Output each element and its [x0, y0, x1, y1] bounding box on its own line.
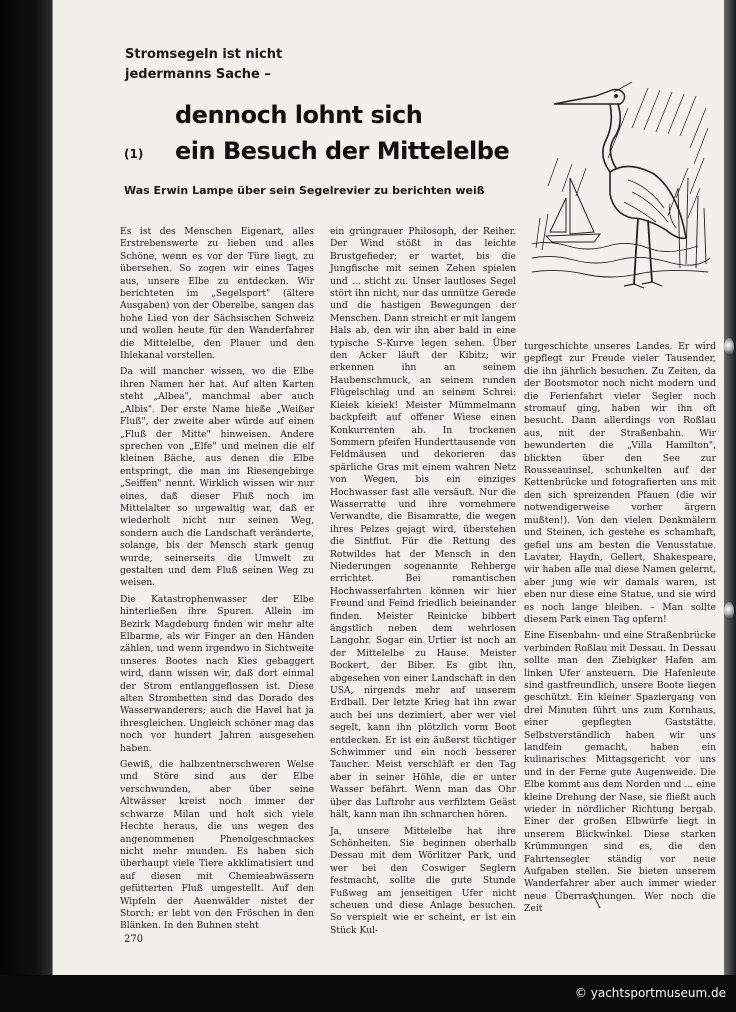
paragraph: Da will mancher wissen, wo die Elbe ihren Namen her hat. Auf alten Karten steht „Albea", manchmal aber auch „Albis". Der erste Name hieße „Weißer Fluß", der zweite aber würde auf einen „Fluß der Mitte" hinweisen. Andere sprechen von „Elfe" und meinen die elf kleinen Bäche, aus denen die Elbe entspringt, die man im Riesengebirge „Seiffen" nennt. Wirklich wissen wir nur eines, daß dieser Fluß noch im Mittelalter so urgewaltig war, daß er wiederholt nicht nur seinen Weg, sondern auch die Landschaft veränderte, solange, bis der Mensch stark genug wurde, seinerseits die Umwelt zu gestalten und dem Fluß seinen Weg zu weisen.	[120, 366, 314, 589]
paragraph: Eine Eisenbahn- und eine Straßenbrücke verbinden Roßlau mit Dessau. In Dessau sollte man den Ziebigker Hafen am linken Ufer ansteuern. Die Hafenleute sind gastfreundlich, unsere Boote liegen geschützt. Ein kleiner Spaziergang von drei Minuten führt uns zum Kornhaus, einer gepflegten Gaststätte. Selbstverständlich haben wir uns landfein gemacht, haben ein kulinarisches Mittagsgericht vor uns und in der Ferne gute Augenweide. Die Elbe kommt aus dem Norden und ... eine kleine Drehung der Nase, sie fließt auch wieder in nördlicher Richtung bergab. Einer der großen Elbwürfe liegt in unserem Blickwinkel. Diese starken Krümmungen sind es, die den Fahrtensegler ständig vor neue Aufgaben stellen. Sie bieten unserem Wanderfahrer aber auch immer wieder neue Überraschungen. Wer noch die Zeit	[524, 630, 716, 915]
headline-line: dennoch lohnt sich	[175, 101, 423, 129]
paragraph: Die Katastrophenwasser der Elbe hinterließen ihre Spuren. Allein im Bezirk Magdeburg finden wir mehr alte Elbarme, als wir Finger an den Händen zählen, und wenn irgendwo in Sichtweite unseres Bootes nach Kies gebaggert wird, dann wissen wir, daß dort einmal der Strom entlanggeflossen ist. Diese alten Strombetten sind das Dorado des Wasserwanderers; auch die Havel hat ja ihresgleichen. Ungleich schöner mag das noch vor hundert Jahren ausgesehen haben.	[120, 593, 314, 754]
pencil-mark	[590, 890, 604, 912]
part-number: (1)	[124, 147, 144, 161]
text-column-1	[120, 226, 314, 937]
kicker-line: Stromsegeln ist nicht	[125, 47, 283, 62]
watermark: © yachtsportmuseum.de	[574, 986, 726, 1000]
article-kicker	[125, 45, 282, 85]
paragraph: Ja, unsere Mittelelbe hat ihre Schönheiten. Sie beginnen oberhalb Dessau mit dem Wörlitzer Park, und wer bei den Coswiger Seglern festmacht, sollte die gute Stunde Fußweg am jenseitigen Ufer nicht scheuen und diese Anlage besuchen. So verspielt wie er scheint, er ist ein Stück Kul-	[330, 825, 516, 936]
text-column-2	[330, 226, 516, 941]
binding-ring	[724, 338, 734, 356]
paragraph: ein grüngrauer Philosoph, der Reiher. Der Wind stößt in das leichte Brustgefieder; er wartet, bis die Jungfische mit seinen Zehen spielen und ... sticht zu. Unser lautloses Segel stört ihn nicht, nur das unnütze Gerede und die hastigen Bewegungen der Menschen. Dann streicht er mit langem Hals ab, den wir ihn aber bald in eine typische S-Kurve legen sehen. Über den Acker läuft der Kibitz; wir erkennen ihn an seinem Haubenschmuck, an seinem runden Flügelschlag und an seinem Schrei: Kieiek kieiek! Meister Mümmelmann backpfeift auf offener Wiese einen Konkurrenten ab. In trockenen Sommern pfeifen Hunderttausende von Feldmäusen und dekorieren das spärliche Gras mit einem wahren Netz von Wegen, bis ein einziges Hochwasser fast alle versäuft. Nur die Wasserratte und ihre vornehmere Verwandte, die Bisamratte, die wegen ihres Pelzes gejagt wird, überstehen die Sintflut. Für die Rettung des Rotwildes hat der Mensch in den Niederungen sogenannte Rehberge errichtet. Bei romantischen Hochwasserfahrten können wir hier Freund und Feind friedlich beieinander finden. Meister Reinicke bibbert ängstlich neben dem wehrlosen Langohr. Sogar ein Urtier ist noch an der Mittelelbe zu Hause. Meister Bockert, der Biber. Es gibt ihn, abgesehen von einer Landschaft in den USA, nirgends mehr auf unserem Erdball. Der letzte Krieg hat ihn zwar auch bei uns dezimiert, aber wer viel segelt, kann ihn plötzlich vorm Boot entdecken. Er ist ein äußerst tüchtiger Schwimmer und ein noch besserer Taucher. Meist verschläft er den Tag aber in seiner Höhle, die er unter Wasser befährt. Wenn man das Ohr über das Luftrohr aus verfilztem Geäst hält, kann man ihn schnarchen hören.	[330, 226, 516, 821]
article-subheadline: Was Erwin Lampe über sein Segelrevier zu berichten weiß	[124, 184, 485, 197]
paragraph: turgeschichte unseres Landes. Er wird gepflegt zur Freude vieler Tausender, die ihn jährlich besuchen. Zu Zeiten, da der Bootsmotor noch nicht modern und die Ferienfahrt vieler Segler noch stromauf ging, haben wir ihn oft besucht. Dann allerdings von Roßlau aus, mit der Straßenbahn. Wir bewunderten die „Villa Hamilton", blickten über den See zur Rousseauinsel, schunkelten auf der Kettenbrücke und fotografierten uns mit den sich spreizenden Pfauen (die wir notwendigerweise vorher ärgern mußten!). Von den vielen Denkmälern und Steinen, ich gestehe es schamhaft, gefiel uns am besten die Venusstatue. Lavater, Haydn, Gellert, Shakespeare, wir haben alle mal diese Namen gelernt, aber jung wie wir damals waren, ist eben nur diese eine Statue, und sie wird es noch lange bleiben. – Man sollte diesem Park einen Tag opfern!	[524, 341, 716, 625]
page-number: 270	[124, 934, 144, 945]
book-spine-left	[0, 0, 60, 1012]
binding-ring	[724, 602, 734, 620]
book-spine-right	[724, 0, 736, 1012]
kicker-line: jedermanns Sache –	[125, 67, 271, 82]
text-column-3	[524, 341, 716, 920]
paragraph: Gewiß, die halbzentnerschweren Welse und Störe sind aus der Elbe verschwunden, aber über seine Altwässer kreist noch immer der schwarze Milan und holt sich viele Hechte heraus, die uns wegen des angenommenen Phenolgeschmackes nicht mehr munden. Es haben sich überhaupt viele Tiere akklimatisiert und auf diesen mit Chemieabwässern gefütterten Fluß umgestellt. Auf den Wipfeln der Auenwälder nistet der Storch; er lebt von den Fröschen in den Blänken. In den Buhnen steht	[120, 759, 314, 932]
headline-line: ein Besuch der Mittelelbe	[175, 137, 510, 165]
article-headline	[175, 97, 509, 169]
paragraph: Es ist des Menschen Eigenart, alles Erstrebenswerte zu lieben und alles Schöne, wenn es vor der Türe liegt, zu übersehen. So zogen wir eines Tages aus, unsere Elbe zu entdecken. Wir berichteten im „Segelsport" (ältere Ausgaben) von der Oberelbe, sangen das hohe Lied von der Sächsischen Schweiz und wollen heute für den Wanderfahrer die Mittelelbe, den Plauer und den Ihlekanal vorstellen.	[120, 226, 314, 362]
heron-illustration	[528, 68, 714, 300]
